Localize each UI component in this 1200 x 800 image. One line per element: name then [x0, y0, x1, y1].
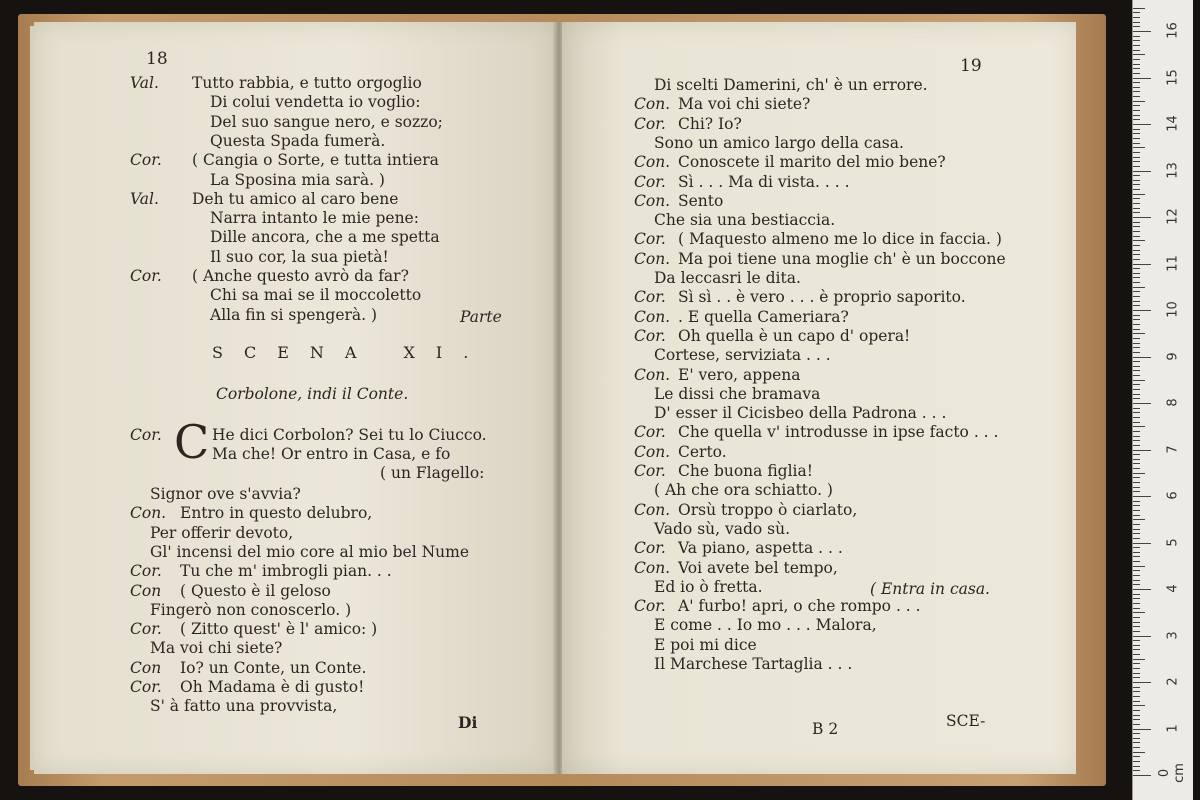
- ruler-tick: [1133, 487, 1140, 488]
- ruler-tick: [1133, 412, 1140, 413]
- ruler-tick: [1133, 31, 1151, 32]
- ruler-tick: [1133, 380, 1145, 381]
- ruler-tick: [1133, 747, 1140, 748]
- ruler-number: 15: [1165, 68, 1181, 86]
- dialogue-line-text: Sono un amico largo della casa.: [654, 133, 904, 152]
- ruler-tick: [1133, 729, 1151, 730]
- ruler-tick: [1133, 361, 1140, 362]
- dialogue-line-text: Oh quella è un capo d' opera!: [678, 326, 911, 345]
- ruler-tick: [1133, 398, 1140, 399]
- ruler-tick: [1133, 496, 1151, 497]
- ruler-tick: [1133, 668, 1140, 669]
- ruler-tick: [1133, 282, 1140, 283]
- verse-line-text: Chi sa mai se il moccoletto: [210, 286, 422, 305]
- dropcap-letter: C: [174, 415, 210, 469]
- ruler-tick: [1133, 129, 1140, 130]
- ruler-tick: [1133, 59, 1140, 60]
- verse-line-text: Il suo cor, la sua pietà!: [210, 247, 389, 266]
- ruler-tick: [1133, 766, 1140, 767]
- ruler-tick: [1133, 157, 1140, 158]
- verse-line-speaker: Val.: [130, 74, 159, 92]
- ruler-tick: [1133, 17, 1140, 18]
- dialogue-line-text: Ma voi chi siete?: [678, 95, 811, 114]
- ruler-tick: [1133, 742, 1140, 743]
- ruler-number: 13: [1165, 161, 1181, 179]
- ruler-tick: [1133, 73, 1140, 74]
- ruler-tick: [1133, 538, 1140, 539]
- ruler-tick: [1133, 659, 1145, 660]
- ruler-tick: [1133, 389, 1140, 390]
- ruler-tick: [1133, 87, 1140, 88]
- dialogue-line-text: Il Marchese Tartaglia . . .: [654, 655, 853, 673]
- ruler-tick: [1133, 519, 1145, 520]
- ruler-tick: [1133, 105, 1140, 106]
- ruler-tick: [1133, 663, 1140, 664]
- left-page: [34, 22, 556, 774]
- ruler-tick: [1133, 222, 1140, 223]
- ruler-tick: [1133, 231, 1140, 232]
- dialogue-line-text: Tu che m' imbrogli pian. . .: [180, 562, 392, 581]
- dialogue-line-text: E poi mi dice: [654, 635, 757, 654]
- ruler-tick: [1133, 654, 1140, 655]
- ruler-tick: [1133, 724, 1140, 725]
- ruler-number: 10: [1165, 301, 1181, 318]
- verse-line-text: Del suo sangue nero, e sozzo;: [210, 112, 443, 131]
- ruler-tick: [1133, 617, 1140, 618]
- ruler-tick: [1133, 733, 1140, 734]
- ruler-tick: [1133, 682, 1151, 683]
- ruler-tick: [1133, 8, 1145, 9]
- ruler-tick: [1133, 436, 1140, 437]
- dialogue-line-text: ( Maquesto almeno me lo dice in faccia. ): [678, 230, 1002, 249]
- dialogue-line-text: Che sia una bestiaccia.: [654, 211, 836, 230]
- ruler-number: 1: [1165, 723, 1181, 733]
- ruler-tick: [1133, 91, 1140, 92]
- dialogue-line-text: E come . . Io mo . . . Malora,: [654, 616, 877, 635]
- ruler-tick: [1133, 347, 1140, 348]
- dialogue-line-text: . E quella Cameriara?: [678, 307, 849, 326]
- ruler-tick: [1133, 384, 1140, 385]
- dialogue-line-text: ( Zitto quest' è l' amico: ): [180, 620, 378, 639]
- ruler-tick: [1133, 40, 1140, 41]
- ruler-number: 7: [1165, 444, 1181, 454]
- dialogue-line-text: Io? un Conte, un Conte.: [180, 658, 367, 677]
- ruler-tick: [1133, 687, 1140, 688]
- verse-line-text: Deh tu amico al caro bene: [192, 189, 399, 208]
- ruler-tick: [1133, 561, 1140, 562]
- dialogue-line-speaker: Cor.: [634, 539, 666, 558]
- stage-direction-parte: Parte: [460, 308, 502, 326]
- dialogue-line-speaker: Cor.: [130, 678, 162, 696]
- ruler-tick: [1133, 124, 1151, 125]
- ruler-tick: [1133, 584, 1140, 585]
- ruler-tick: [1133, 505, 1140, 506]
- ruler-tick: [1133, 26, 1140, 27]
- dialogue-line-text: Sì sì . . è vero . . . è proprio saporito.: [678, 288, 966, 307]
- ruler-unit-label: 0 cm: [1157, 763, 1187, 783]
- ruler-tick: [1133, 556, 1140, 557]
- dialogue-line-text: Gl' incensi del mio core al mio bel Nume: [150, 542, 469, 561]
- dialogue-line-text: Oh Madama è di gusto!: [180, 678, 365, 696]
- dialogue-line-speaker: Cor.: [634, 423, 666, 442]
- ruler-tick: [1133, 194, 1145, 195]
- ruler-tick: [1133, 417, 1140, 418]
- dialogue-line-speaker: Cor.: [634, 597, 666, 616]
- ruler-tick: [1133, 770, 1140, 771]
- dialogue-line-text: S' à fatto una provvista,: [150, 697, 338, 716]
- ruler-tick: [1133, 133, 1140, 134]
- ruler-tick: [1133, 622, 1140, 623]
- ruler-tick: [1133, 22, 1140, 23]
- ruler-tick: [1133, 50, 1140, 51]
- page-number-left: 18: [146, 49, 168, 69]
- dialogue-line-text: Vado sù, vado sù.: [654, 519, 791, 538]
- ruler-tick: [1133, 96, 1140, 97]
- dialogue-line-text: A' furbo! apri, o che rompo . . .: [678, 597, 921, 616]
- verse-line-speaker: Cor.: [130, 267, 162, 285]
- dialogue-line-speaker: Con: [130, 581, 162, 600]
- ruler-tick: [1133, 677, 1140, 678]
- ruler-tick: [1133, 426, 1145, 427]
- dialogue-line-text: Che quella v' introdusse in ipse facto . . .: [678, 423, 999, 442]
- ruler-tick: [1133, 259, 1140, 260]
- ruler-tick: [1133, 254, 1140, 255]
- ruler-tick: [1133, 394, 1140, 395]
- ruler-tick: [1133, 101, 1145, 102]
- dialogue-line-speaker: Con: [130, 658, 162, 677]
- ruler-tick: [1133, 566, 1145, 567]
- ruler-tick: [1133, 701, 1140, 702]
- signature-mark: B 2: [812, 720, 839, 738]
- ruler-tick: [1133, 575, 1140, 576]
- dropcap-speaker: Cor.: [130, 426, 162, 444]
- page-number-right: 19: [960, 56, 982, 76]
- catchword-right: SCE-: [946, 712, 986, 730]
- dialogue-line-text: E' vero, appena: [678, 365, 801, 384]
- ruler-tick: [1133, 268, 1140, 269]
- ruler-tick: [1133, 240, 1145, 241]
- ruler-number: 16: [1165, 22, 1181, 39]
- ruler-tick: [1133, 370, 1140, 371]
- dialogue-line-speaker: Cor.: [130, 562, 162, 581]
- dialogue-line-text: Per offerir devoto,: [150, 523, 294, 542]
- verse-line-text: La Sposina mia sarà. ): [210, 170, 385, 189]
- dialogue-line-speaker: Cor.: [634, 462, 666, 480]
- ruler-tick: [1133, 482, 1140, 483]
- ruler-tick: [1133, 603, 1140, 604]
- ruler-number: 5: [1165, 537, 1181, 547]
- ruler-tick: [1133, 64, 1140, 65]
- scene-heading: SCENA XI.: [212, 343, 490, 362]
- ruler-tick: [1133, 366, 1140, 367]
- ruler-tick: [1133, 543, 1151, 544]
- ruler-tick: [1133, 473, 1145, 474]
- ruler-tick: [1133, 226, 1140, 227]
- dialogue-line-text: Di scelti Damerini, ch' è un errore.: [654, 76, 928, 94]
- ruler-tick: [1133, 264, 1151, 265]
- ruler-tick: [1133, 68, 1140, 69]
- ruler-tick: [1133, 338, 1140, 339]
- dialogue-line-speaker: Cor.: [634, 230, 666, 249]
- dialogue-line-text: Ed io ò fretta.: [654, 577, 763, 596]
- ruler-tick: [1133, 450, 1151, 451]
- ruler-tick: [1133, 696, 1140, 697]
- dialogue-line-speaker: Con.: [130, 504, 167, 523]
- ruler-tick: [1133, 333, 1145, 334]
- ruler-tick: [1133, 198, 1140, 199]
- verse-line-text: Tutto rabbia, e tutto orgoglio: [192, 74, 422, 92]
- ruler-tick: [1133, 719, 1140, 720]
- dialogue-line-text: Fingerò non conoscerlo. ): [150, 600, 352, 619]
- dialogue-line-speaker: Cor.: [130, 620, 162, 639]
- dropcap-line-3: ( un Flagello:: [380, 464, 485, 482]
- ruler-tick: [1133, 189, 1140, 190]
- scene-characters: Corbolone, indi il Conte.: [216, 385, 409, 403]
- verse-line-text: Dille ancora, che a me spetta: [210, 228, 440, 247]
- dialogue-line-speaker: Con.: [634, 500, 671, 519]
- ruler-tick: [1133, 477, 1140, 478]
- ruler-tick: [1133, 710, 1140, 711]
- right-page: [562, 22, 1076, 774]
- ruler-tick: [1133, 138, 1140, 139]
- dialogue-line-speaker: Cor.: [634, 114, 666, 133]
- dialogue-line-speaker: Con.: [634, 153, 671, 172]
- ruler-tick: [1133, 403, 1151, 404]
- ruler-tick: [1133, 250, 1140, 251]
- ruler-tick: [1133, 626, 1140, 627]
- ruler-tick: [1133, 422, 1140, 423]
- ruler-tick: [1133, 631, 1140, 632]
- dropcap-line-2: Ma che! Or entro in Casa, e fo: [212, 445, 451, 463]
- dialogue-line-text: Orsù troppo ò ciarlato,: [678, 500, 858, 519]
- ruler-tick: [1133, 236, 1140, 237]
- dialogue-line-text: Signor ove s'avvia?: [150, 485, 301, 503]
- ruler-tick: [1133, 245, 1140, 246]
- ruler-tick: [1133, 54, 1145, 55]
- ruler-tick: [1133, 110, 1140, 111]
- ruler-tick: [1133, 515, 1140, 516]
- dialogue-line-text: Ma poi tiene una moglie ch' è un boccone: [678, 249, 1006, 268]
- ruler-tick: [1133, 691, 1140, 692]
- verse-line-speaker: Val.: [130, 189, 159, 208]
- ruler-tick: [1133, 454, 1140, 455]
- ruler-tick: [1133, 645, 1140, 646]
- verse-line-text: Alla fin si spengerà. ): [210, 305, 378, 324]
- ruler-number: 11: [1165, 254, 1181, 272]
- dialogue-line-text: Certo.: [678, 442, 727, 461]
- verse-line-text: Questa Spada fumerà.: [210, 131, 386, 150]
- dialogue-line-text: Che buona figlia!: [678, 462, 813, 480]
- ruler-tick: [1133, 570, 1140, 571]
- ruler-tick: [1133, 12, 1140, 13]
- dialogue-line-text: Chi? Io?: [678, 114, 742, 133]
- ruler-tick: [1133, 761, 1140, 762]
- ruler-number: 12: [1165, 208, 1181, 225]
- dialogue-line-text: Conoscete il marito del mio bene?: [678, 153, 946, 172]
- ruler-tick: [1133, 147, 1145, 148]
- ruler-tick: [1133, 357, 1151, 358]
- ruler-tick: [1133, 589, 1151, 590]
- verse-line-text: Di colui vendetta io voglio:: [210, 93, 421, 112]
- ruler-tick: [1133, 640, 1140, 641]
- ruler-tick: [1133, 319, 1140, 320]
- dialogue-line-text: Entro in questo delubro,: [180, 504, 373, 523]
- dialogue-line-speaker: Con.: [634, 249, 671, 268]
- dialogue-line-text: Sento: [678, 191, 724, 210]
- dialogue-line-speaker: Con.: [634, 558, 671, 577]
- ruler-tick: [1133, 375, 1140, 376]
- dialogue-line-text: D' esser il Cicisbeo della Padrona . . .: [654, 404, 947, 423]
- ruler-tick: [1133, 673, 1140, 674]
- ruler-tick: [1133, 180, 1140, 181]
- ruler-tick: [1133, 459, 1140, 460]
- ruler-tick: [1133, 756, 1140, 757]
- ruler-tick: [1133, 612, 1145, 613]
- ruler-number: 14: [1165, 115, 1181, 132]
- ruler-number: 2: [1165, 677, 1181, 686]
- ruler-tick: [1133, 203, 1140, 204]
- dialogue-line-speaker: Con.: [634, 442, 671, 461]
- ruler-tick: [1133, 212, 1140, 213]
- ruler-tick: [1133, 705, 1145, 706]
- ruler-tick: [1133, 45, 1140, 46]
- ruler-number: 8: [1165, 398, 1181, 407]
- ruler-tick: [1133, 431, 1140, 432]
- ruler-tick: [1133, 649, 1140, 650]
- verse-line-text: ( Cangia o Sorte, e tutta intiera: [192, 151, 439, 170]
- catchword-left: Di: [458, 713, 478, 732]
- ruler-tick: [1133, 296, 1140, 297]
- ruler-tick: [1133, 580, 1140, 581]
- ruler-tick: [1133, 273, 1140, 274]
- ruler-tick: [1133, 310, 1151, 311]
- ruler-tick: [1133, 445, 1140, 446]
- dialogue-line-text: Voi avete bel tempo,: [678, 558, 838, 577]
- dialogue-line-text: Sì . . . Ma di vista. . . .: [678, 172, 850, 191]
- ruler-tick: [1133, 82, 1140, 83]
- dialogue-line-speaker: Con.: [634, 191, 671, 210]
- measuring-ruler: [1132, 0, 1193, 800]
- ruler-tick: [1133, 152, 1140, 153]
- dialogue-line-text: ( Ah che ora schiatto. ): [654, 481, 833, 500]
- ruler-tick: [1133, 305, 1140, 306]
- ruler-tick: [1133, 166, 1140, 167]
- ruler-number: 6: [1165, 491, 1181, 500]
- verse-line-text: ( Anche questo avrò da far?: [192, 267, 409, 285]
- dialogue-line-speaker: Cor.: [634, 326, 666, 345]
- dialogue-line-text: Da leccasri le dita.: [654, 269, 801, 287]
- dropcap-line-1: He dici Corbolon? Sei tu lo Ciucco.: [212, 426, 487, 444]
- ruler-tick: [1133, 463, 1140, 464]
- ruler-tick: [1133, 208, 1140, 209]
- ruler-tick: [1133, 301, 1140, 302]
- ruler-tick: [1133, 184, 1140, 185]
- dialogue-line-text: Cortese, serviziata . . .: [654, 346, 831, 365]
- ruler-tick: [1133, 352, 1140, 353]
- dialogue-line-text: Le dissi che bramava: [654, 384, 821, 403]
- dialogue-line-speaker: Con.: [634, 365, 671, 384]
- ruler-tick: [1133, 277, 1140, 278]
- ruler-tick: [1133, 287, 1145, 288]
- ruler-tick: [1133, 636, 1151, 637]
- stage-direction-entra: ( Entra in casa.: [870, 580, 990, 598]
- ruler-tick: [1133, 510, 1140, 511]
- ruler-tick: [1133, 594, 1140, 595]
- ruler-number: 9: [1165, 351, 1181, 361]
- ruler-number: 3: [1165, 630, 1181, 640]
- ruler-tick: [1133, 715, 1140, 716]
- dialogue-line-speaker: Cor.: [634, 172, 666, 191]
- dialogue-line-speaker: Con.: [634, 95, 671, 114]
- dialogue-line-text: Ma voi chi siete?: [150, 639, 283, 658]
- ruler-tick: [1133, 217, 1151, 218]
- dialogue-line-speaker: Cor.: [634, 288, 666, 307]
- ruler-tick: [1133, 175, 1140, 176]
- ruler-tick: [1133, 547, 1140, 548]
- ruler-number: 4: [1165, 584, 1181, 593]
- ruler-tick: [1133, 115, 1140, 116]
- ruler-tick: [1133, 775, 1151, 776]
- ruler-tick: [1133, 738, 1140, 739]
- ruler-tick: [1133, 119, 1140, 120]
- ruler-tick: [1133, 529, 1140, 530]
- ruler-tick: [1133, 324, 1140, 325]
- dialogue-line-text: Va piano, aspetta . . .: [678, 539, 843, 558]
- ruler-tick: [1133, 752, 1145, 753]
- ruler-tick: [1133, 143, 1140, 144]
- ruler-tick: [1133, 468, 1140, 469]
- ruler-tick: [1133, 598, 1140, 599]
- verse-line-text: Narra intanto le mie pene:: [210, 209, 419, 228]
- verse-line-speaker: Cor.: [130, 151, 162, 170]
- ruler-tick: [1133, 408, 1140, 409]
- ruler-tick: [1133, 524, 1140, 525]
- ruler-tick: [1133, 501, 1140, 502]
- ruler-tick: [1133, 36, 1140, 37]
- ruler-tick: [1133, 440, 1140, 441]
- ruler-tick: [1133, 161, 1140, 162]
- ruler-tick: [1133, 78, 1151, 79]
- ruler-tick: [1133, 608, 1140, 609]
- dialogue-line-text: ( Questo è il geloso: [180, 581, 331, 600]
- dialogue-line-speaker: Con.: [634, 307, 671, 326]
- ruler-tick: [1133, 329, 1140, 330]
- ruler-tick: [1133, 315, 1140, 316]
- ruler-tick: [1133, 171, 1151, 172]
- ruler-tick: [1133, 533, 1140, 534]
- ruler-tick: [1133, 343, 1140, 344]
- ruler-tick: [1133, 552, 1140, 553]
- ruler-tick: [1133, 291, 1140, 292]
- ruler-tick: [1133, 491, 1140, 492]
